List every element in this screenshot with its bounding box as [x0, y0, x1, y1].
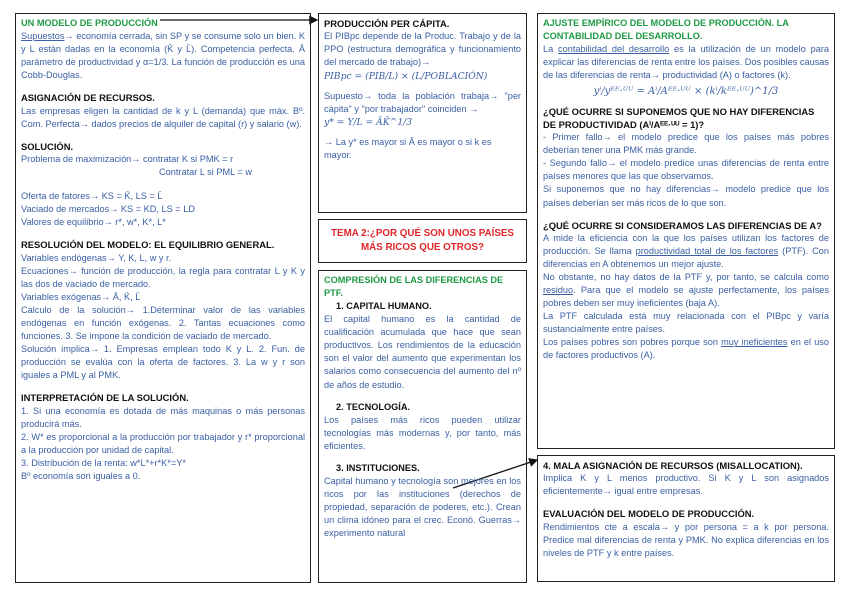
pc-conclusion: → La y* es mayor si Ā es mayor o si k es mayor. [324, 136, 492, 160]
oferta-factores: Oferta de fatores→ KS = K̄, LS = L̄ [21, 191, 163, 202]
pc-text: El PIBpc depende de la Produc. Trabajo y de la PPO (estructura demográfica y funcionamiento del mercado de trabajo)→ [324, 31, 521, 68]
ajuste-text [543, 43, 829, 82]
supuestos-body: → economía cerrada, sin SP y se consume solo un bien. K y L están dadas en la economía (K̄ y L̄). Competencia perfecta. Ā parámetro de productividad y α=1/3. La función de producción es una Cobb-Douglas. [21, 31, 305, 81]
mala-asignacion-title: 4. MALA ASIGNACIÓN DE RECURSOS (MISALLOCATION). [543, 460, 803, 471]
ajuste-title: AJUSTE EMPÍRICO DEL MODELO DE PRODUCCIÓN. LA CONTABILIDAD DEL DESARROLLO. [543, 18, 789, 42]
q2-title: ¿QUÉ OCURRE SI CONSIDERAMOS LAS DIFERENCIAS DE A? [543, 219, 822, 231]
evaluacion-title: EVALUACIÓN DEL MODELO DE PRODUCCIÓN. [543, 508, 755, 520]
q2-b-term: residuo [543, 285, 574, 296]
q2-d-term: muy ineficientes [721, 337, 788, 348]
supuestos-text [21, 30, 305, 82]
comprension-title: COMPRESIÓN DE LAS DIFERENCIAS DE PTF. [324, 275, 504, 299]
q2-b-text: No obstante, no hay datos de la PTF y, por tanto, se calcula como [543, 272, 829, 283]
panel-produccion-per-capita [318, 13, 527, 213]
q2-a-term: productividad total de los factores [635, 245, 779, 256]
ajuste-body: es la utilización de un modelo para explicar las diferencias de renta entre los países. Dos posibles causas de las diferencias de renta→ productividad (A) o factores (k). [543, 44, 829, 81]
q2-a-text: A mide la eficiencia con la que los países utilizan los factores de producción. Se llama [543, 232, 829, 256]
q2-d-text-2: en el uso de factores productivos (A). [543, 337, 830, 361]
ajuste-term: contabilidad del desarrollo [558, 44, 670, 55]
q1-line: - Primer fallo→ el modelo predice que los países más pobres deberían tener una PMK más grande. [543, 132, 829, 156]
asignacion-text: Las empresas eligen la cantidad de k y L (demanda) que máx. Bº. Com. Perfecta→ dados precios de alquiler de capital (r) y salario (w). [21, 105, 305, 129]
ajuste-formula: yⁱ/yᴱᴱ·ᵁᵁ = Aⁱ/Aᴱᴱ·ᵁᵁ × (kⁱ/kᴱᴱ·ᵁᵁ)^1/3 [593, 86, 779, 98]
q2-a-text-2: (PTF). Con diferencias en A obtenemos un mejor ajuste. [543, 245, 829, 270]
panel-ajuste-empirico [537, 13, 835, 449]
q2-para-d [543, 336, 829, 362]
instituciones-text: Capital humano y tecnología son mejores en los ricos por las instituciones (derechos de propiedad, separación de poderes, etc.). Crean un clima idóneo para el crec. Econó. Guerras→ experimento natural [324, 475, 521, 539]
resolucion-title: RESOLUCIÓN DEL MODELO: EL EQUILIBRIO GENERAL. [21, 239, 275, 251]
resolucion-line: Ecuaciones→ función de producción, la regla para contratar L y K y las dos de vaciado de mercado. [21, 265, 305, 289]
instituciones-title: 3. INSTITUCIONES. [336, 462, 420, 473]
interpretacion-line: 3. Distribución de la renta: w*L*+r*K*=Y* [21, 458, 186, 468]
resolucion-line: Calculo de la solución→ 1.Determinar valor de las variables endógenas en función exógenas. 2. Tantas ecuaciones como funciones. 3. Se impone la condición de vaciado de mercado. [21, 305, 305, 342]
tema-2-title: TEMA 2:¿POR QUÉ SON UNOS PAÍSES MÁS RICOS QUE OTROS? [331, 228, 514, 253]
asignacion-title: ASIGNACIÓN DE RECURSOS. [21, 92, 155, 104]
q1-line: Si suponemos que no hay diferencias→ modelo predice que los países deberían ser más ricos de lo que son. [543, 184, 829, 208]
q2-b-text-2: . Para que el modelo se ajuste perfectamente, los países pobres deben ser muy ineficientes (baja A). [543, 285, 829, 309]
resolucion-line: Variables exógenas→ Ā, K̄, L̄ [21, 291, 141, 302]
interpretacion-line: 1. Si una economía es dotada de más maquinas o más personas producirá más. [21, 405, 305, 429]
panel-comprension-ptf [318, 270, 527, 583]
tecnologia-title: 2. TECNOLOGÍA. [336, 401, 411, 412]
solucion-line-2: Contratar L si PML = w [159, 167, 253, 178]
evaluacion-text: Rendimientos cte a escala→ y por persona = a k por persona. Predice mal diferencias de renta y PMK. No explica diferencias en los niveles de PTF y k entre países. [543, 521, 829, 558]
pc-formula-2: y* = Y/L = ĀK̄^1/3 [324, 116, 413, 128]
capital-humano-text: El capital humano es la cantidad de cualificación acumulada que hace que sean productivos. Los rendimientos de la educación son el valor del aumento que experimentan los salarios como consecuencia del aumento del nº de años de estudio. [324, 314, 521, 390]
panel-mala-asignacion [537, 455, 835, 582]
capital-humano-title: 1. CAPITAL HUMANO. [336, 301, 432, 312]
interpretacion-line: 2. W* es proporcional a la producción por trabajador y r* proporcional a la producción por unidad de capital. [21, 431, 305, 455]
ajuste-pre: La [543, 44, 559, 55]
interpretacion-title: INTERPRETACIÓN DE LA SOLUCIÓN. [21, 392, 189, 404]
interpretacion-line: Bº economía son iguales a 0. [21, 471, 141, 482]
q2-para-a [543, 232, 829, 271]
q2-d-text: Los países pobres son pobres porque son [543, 337, 722, 348]
vaciado-mercados: Vaciado de mercados→ KS = KD, LS = LD [21, 204, 195, 215]
q1-line: - Segundo fallo→ el modelo predice unas diferencias de renta entre países menores que las que observamos. [543, 158, 829, 182]
solucion-title: SOLUCIÓN. [21, 140, 74, 152]
panel-tema-2 [318, 219, 527, 263]
q1-title: ¿QUÉ OCURRE SI SUPONEMOS QUE NO HAY DIFERENCIAS DE PRODUCTIVIDAD (Aⁱ/Aᴱᴱ·ᵁᵁ = 1)? [543, 105, 815, 130]
solucion-line-1: Problema de maximización→ contratar K si PMK = r [21, 154, 234, 165]
resolucion-line: Variables endógenas→ Y, K, L, w y r. [21, 252, 172, 263]
q2-para-c: La PTF calculada está muy relacionada con el PIBpc y varía sustancialmente entre países. [543, 311, 829, 335]
pc-title: PRODUCCIÓN PER CÁPITA. [324, 18, 450, 29]
mala-asignacion-text: Implica K y L menos productivo. Si K y L son asignados eficientemente→ igual entre empresas. [543, 473, 829, 497]
supuestos-label: Supuestos [21, 31, 65, 42]
panel-modelo-produccion [15, 13, 311, 583]
resolucion-line: Solución implica→ 1. Empresas emplean todo K y L. 2. Fun. de producción se evalúa con la oferta de factores. 3. La w y r son iguales a PML y al PMK. [21, 344, 305, 381]
q2-para-b [543, 271, 829, 310]
valores-equilibrio: Valores de equilibrio→ r*, w*, K*, L* [21, 217, 166, 228]
title-modelo-produccion: UN MODELO DE PRODUCCIÓN [21, 18, 158, 28]
tecnologia-text: Los países más ricos pueden utilizar tecnologías más modernas y, por tanto, más eficientes. [324, 414, 521, 451]
pc-formula: PIBpc = (PIB/L) × (L/POBLACIÓN) [324, 70, 488, 82]
pc-supuesto: Supuesto→ toda la población trabaja→ "per cápita" y "por trabajador" coinciden → [324, 90, 521, 114]
